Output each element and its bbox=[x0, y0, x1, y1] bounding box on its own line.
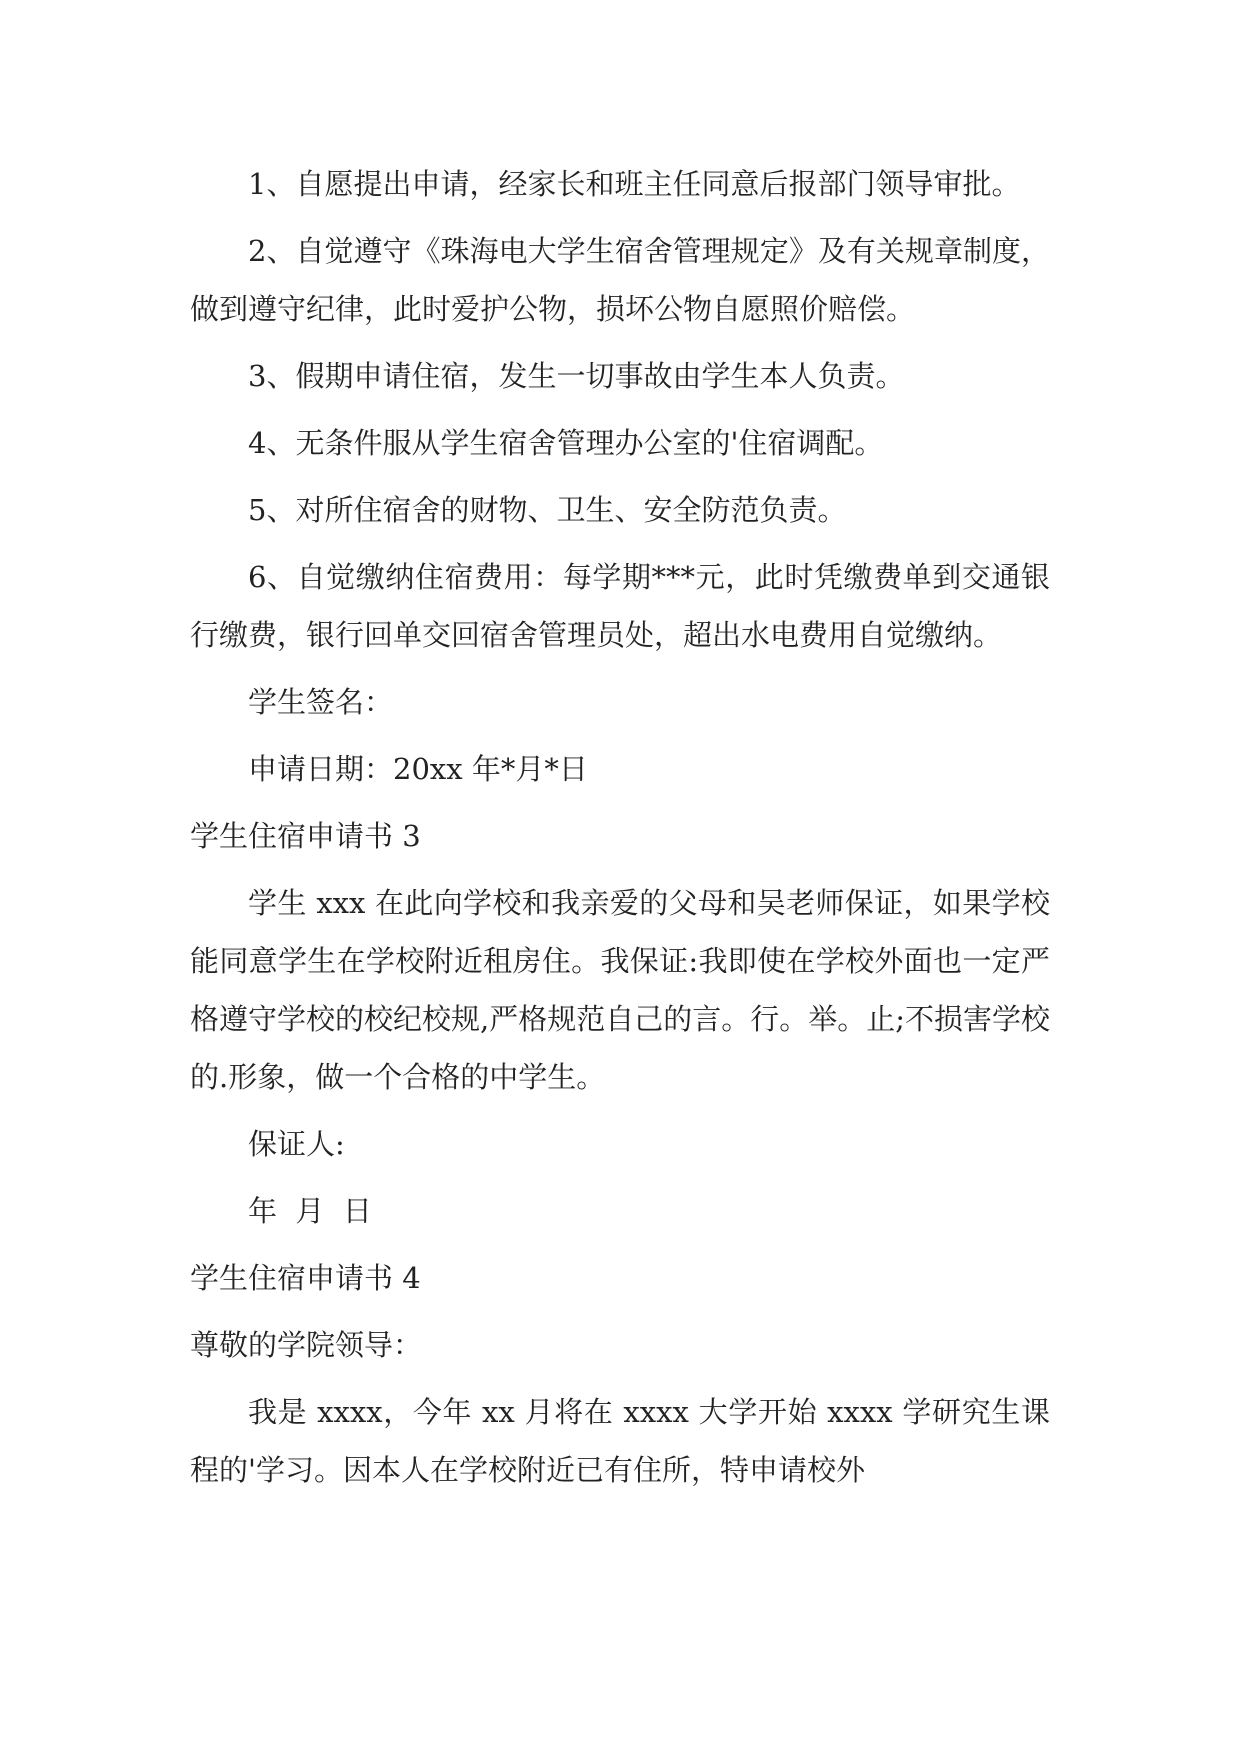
letter-4-title: 学生住宿申请书 4 bbox=[190, 1261, 421, 1295]
rule-6: 6、自觉缴纳住宿费用：每学期***元，此时凭缴费单到交通银行缴费，银行回单交回宿舍管理员处，超出水电费用自觉缴纳。 bbox=[190, 560, 1050, 652]
letter-4-salutation: 尊敬的学院领导： bbox=[190, 1328, 423, 1362]
signature-label: 学生签名： bbox=[248, 685, 394, 719]
rule-4: 4、无条件服从学生宿舍管理办公室的'住宿调配。 bbox=[248, 426, 884, 460]
rule-2: 2、自觉遵守《珠海电大学生宿舍管理规定》及有关规章制度，做到遵守纪律，此时爱护公物，损坏公物自愿照价赔偿。 bbox=[190, 234, 1050, 326]
letter-3-body: 学生 xxx 在此向学校和我亲爱的父母和吴老师保证，如果学校能同意学生在学校附近租房住。我保证:我即使在学校外面也一定严格遵守学校的校纪校规,严格规范自己的言。行。举。止;不损害学校的.形象，做一个合格的中学生。 bbox=[190, 886, 1050, 1094]
rule-5: 5、对所住宿舍的财物、卫生、安全防范负责。 bbox=[248, 493, 847, 527]
rule-1: 1、自愿提出申请，经家长和班主任同意后报部门领导审批。 bbox=[248, 167, 1021, 201]
letter-3-title: 学生住宿申请书 3 bbox=[190, 819, 421, 853]
rule-3: 3、假期申请住宿，发生一切事故由学生本人负责。 bbox=[248, 359, 905, 393]
letter-3-date: 年 月 日 bbox=[248, 1194, 372, 1228]
guarantor-label: 保证人: bbox=[248, 1127, 345, 1161]
document-page bbox=[190, 155, 1050, 1499]
application-date: 申请日期：20xx 年*月*日 bbox=[248, 752, 588, 786]
letter-4-body: 我是 xxxx，今年 xx 月将在 xxxx 大学开始 xxxx 学研究生课程的'学习。因本人在学校附近已有住所，特申请校外 bbox=[190, 1395, 1050, 1487]
